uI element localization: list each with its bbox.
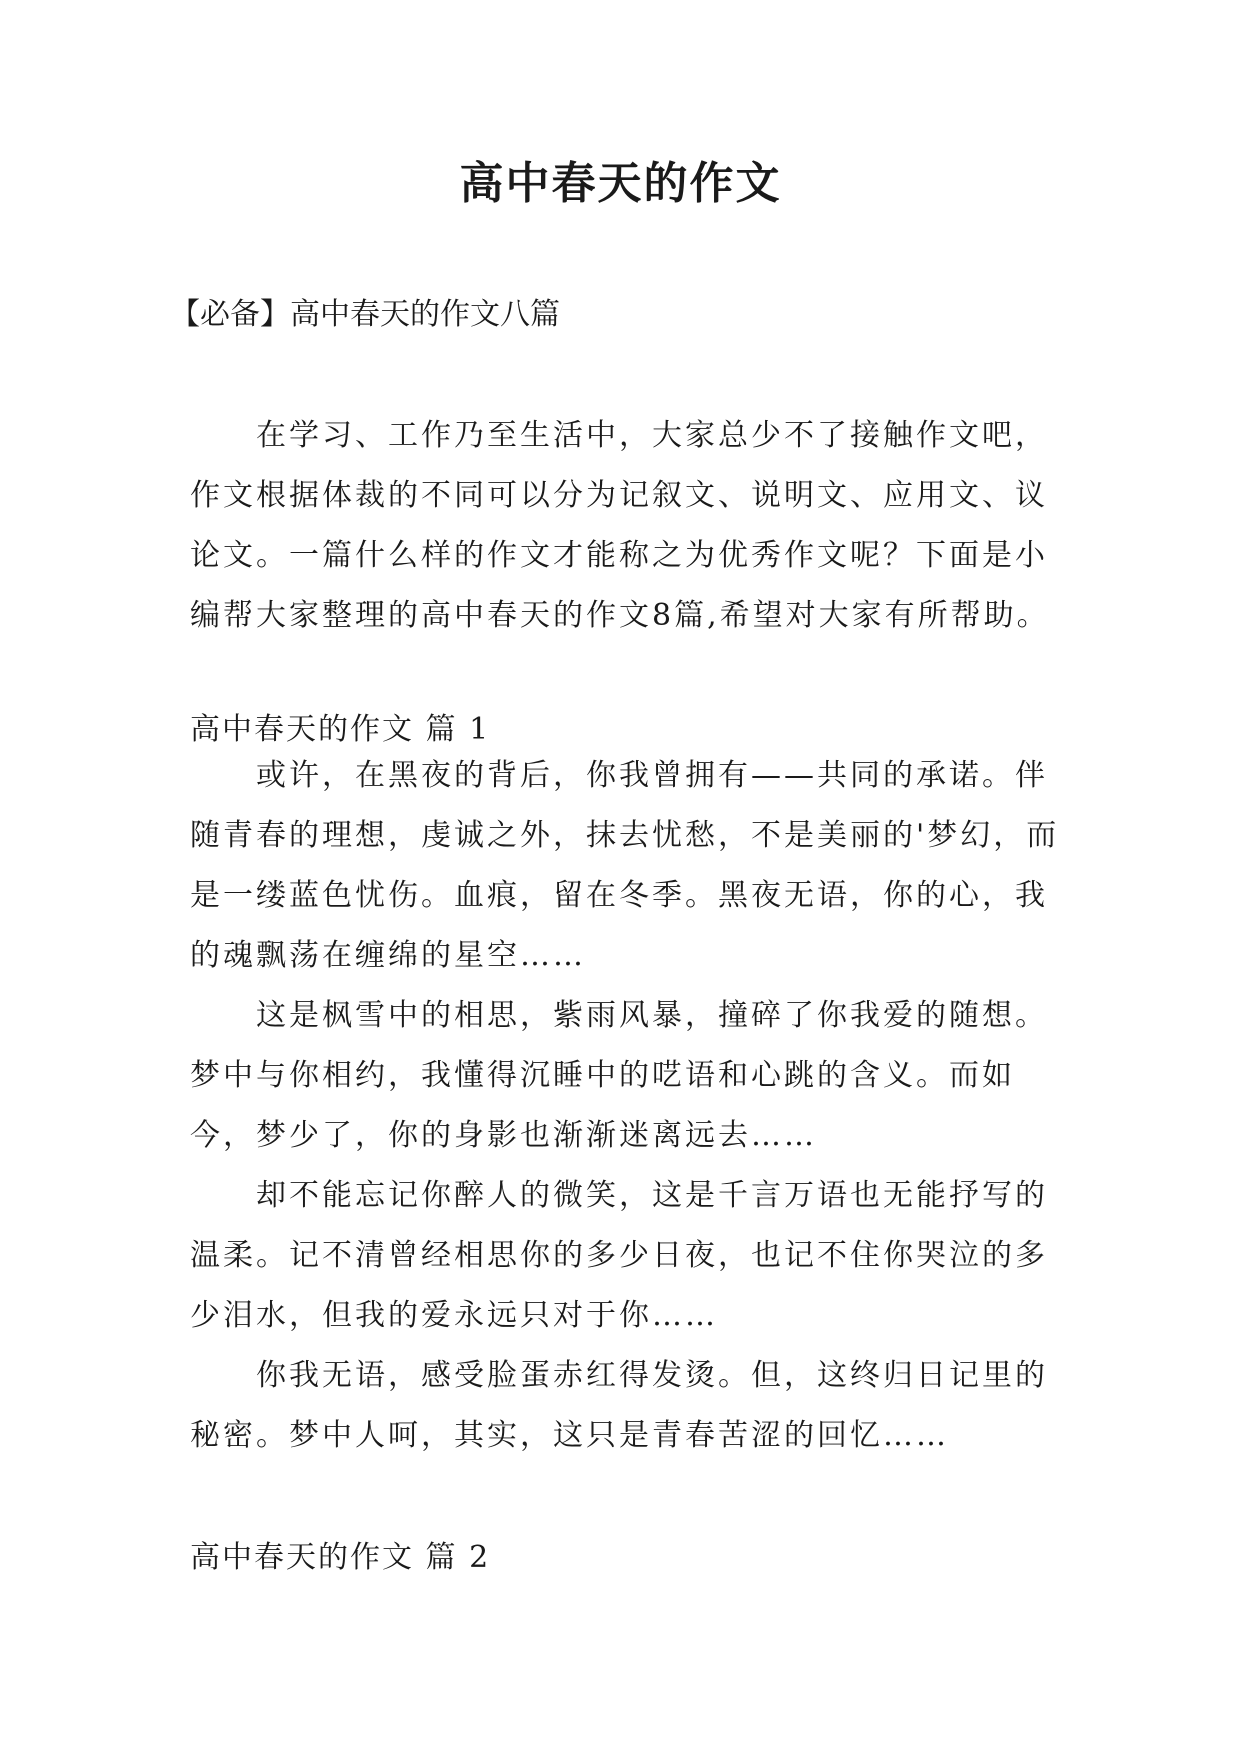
intro-paragraph: 在学习、工作乃至生活中，大家总少不了接触作文吧，作文根据体裁的不同可以分为记叙文、说明文、应用文、议论文。一篇什么样的作文才能称之为优秀作文呢？下面是小编帮大家整理的高中春天的作文8篇,希望对大家有所帮助。 <box>190 418 1050 633</box>
intro-block <box>190 406 1060 646</box>
essay-1-paragraph-1: 或许，在黑夜的背后，你我曾拥有——共同的承诺。伴随青春的理想，虔诚之外，抹去忧愁，不是美丽的'梦幻，而是一缕蓝色忧伤。血痕，留在冬季。黑夜无语，你的心，我的魂飘荡在缠绵的星空…… <box>190 758 1060 973</box>
essay-1-paragraph-2: 这是枫雪中的相思，紫雨风暴，撞碎了你我爱的随想。梦中与你相约，我懂得沉睡中的呓语和心跳的含义。而如今，梦少了，你的身影也渐渐迷离远去…… <box>190 998 1048 1153</box>
document-title: 高中春天的作文 <box>459 158 782 209</box>
essay-1-paragraph-4: 你我无语，感受脸蛋赤红得发烫。但，这终归日记里的秘密。梦中人呵，其实，这只是青春苦涩的回忆…… <box>190 1358 1048 1453</box>
essay-1-body <box>190 746 1060 1466</box>
document-subtitle: 【必备】高中春天的作文八篇 <box>170 297 560 332</box>
section-heading-2: 高中春天的作文 篇 2 <box>190 1540 491 1575</box>
essay-1-paragraph-3: 却不能忘记你醉人的微笑，这是千言万语也无能抒写的温柔。记不清曾经相思你的多少日夜，也记不住你哭泣的多少泪水，但我的爱永远只对于你…… <box>190 1178 1048 1333</box>
section-heading-1: 高中春天的作文 篇 1 <box>190 712 491 747</box>
